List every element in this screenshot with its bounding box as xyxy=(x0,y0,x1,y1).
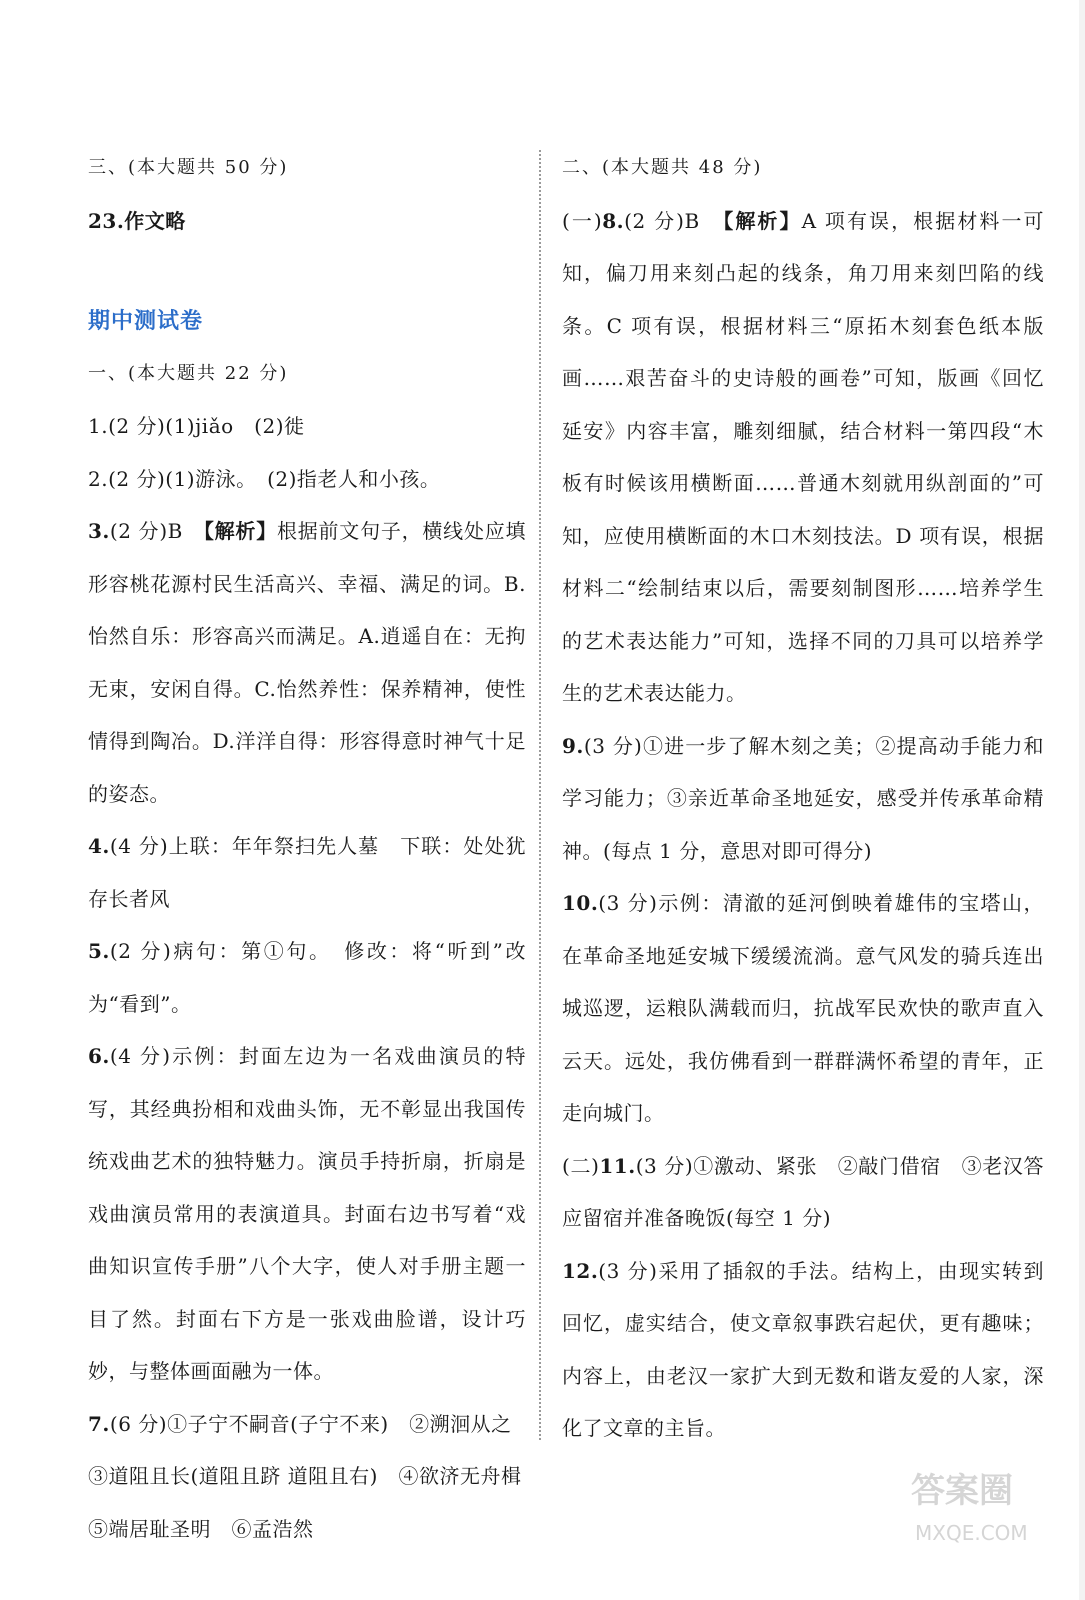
q5-number: 5. xyxy=(88,939,110,963)
watermark-logo xyxy=(907,1462,1057,1552)
answer-11 xyxy=(562,1140,1044,1245)
section-3-heading: 三、(本大题共 50 分) xyxy=(88,157,289,178)
q8-analysis-tag: 【解析】 xyxy=(723,208,802,233)
answer-8 xyxy=(562,195,1044,720)
section-1-heading: 一、(本大题共 22 分) xyxy=(88,362,289,384)
q8-analysis: A 项有误，根据材料一可知，偏刀用来刻凸起的线条，角刀用来刻凹陷的线条。C 项有误，根据材料三“原拓木刻套色纸本版画……艰苦奋斗的史诗般的画卷”可知，版画《回忆延安》内容丰富，雕刻细腻，结合材料一第四段“木板有时候该用横断面……普通木刻就用纵剖面的”可知，应使用横断面的木口木刻技法。D 项有误，根据材料二“绘制结束以后，需要刻制图形……培养学生的艺术表达能力”可知，选择不同的刀具可以培养学生的艺术表达能力。 xyxy=(562,208,1045,705)
q6-number: 6. xyxy=(88,1044,110,1068)
q4-text: (4 分)上联：年年祭扫先人墓 下联：处处犹存长者风 xyxy=(88,834,526,911)
answer-10 xyxy=(562,877,1044,1140)
answer-3 xyxy=(88,505,526,820)
answer-7-line-3: ⑤端居耻圣明 ⑥孟浩然 xyxy=(88,1516,314,1541)
q8-number: 8. xyxy=(602,208,625,233)
q3-analysis: 根据前文句子，横线处应填形容桃花源村民生活高兴、幸福、满足的词。B.怡然自乐：形容高兴而满足。A.逍遥自在：无拘无束，安闲自得。C.怡然养性：保养精神，使性情得到陶冶。D.洋洋自得：形容得意时神气十足的姿态。 xyxy=(88,519,527,806)
part-1-label: (一) xyxy=(562,208,603,233)
section-2-heading: 二、(本大题共 48 分) xyxy=(562,157,763,178)
answer-1: 1.(2 分)(1)jiǎo (2)徙 xyxy=(88,414,305,438)
q10-text: (3 分)示例：清澈的延河倒映着雄伟的宝塔山，在革命圣地延安城下缓缓流淌。意气风发的骑兵连出城巡逻，运粮队满载而归，抗战军民欢快的歌声直入云天。远处，我仿佛看到一群群满怀希望的青年，正走向城门。 xyxy=(562,891,1044,1125)
part-2-label: (二) xyxy=(562,1153,600,1178)
page-edge xyxy=(1079,0,1085,1600)
q4-number: 4. xyxy=(88,834,110,858)
q11-number: 11. xyxy=(599,1153,636,1178)
answer-4 xyxy=(88,820,526,925)
q10-number: 10. xyxy=(562,891,599,915)
column-divider xyxy=(539,150,541,1440)
answer-23 xyxy=(88,195,526,248)
q3-choice: (2 分)B xyxy=(109,519,204,543)
q11-text: (3 分)①激动、紧张 ②敲门借宿 ③老汉答应留宿并准备晚饭(每空 1 分) xyxy=(562,1153,1045,1230)
answer-2: 2.(2 分)(1)游泳。 (2)指老人和小孩。 xyxy=(88,466,441,491)
answer-12 xyxy=(562,1245,1044,1455)
q5-text: (2 分)病句：第①句。 修改：将“听到”改为“看到”。 xyxy=(88,939,526,1016)
answer-9 xyxy=(562,720,1044,878)
q12-number: 12. xyxy=(562,1258,599,1283)
q6-text: (4 分)示例：封面左边为一名戏曲演员的特写，其经典扮相和戏曲头饰，无不彰显出我国传统戏曲艺术的独特魅力。演员手持折扇，折扇是戏曲演员常用的表演道具。封面右边书写着“戏曲知识宣传手册”八个大字，使人对手册主题一目了然。封面右下方是一张戏曲脸谱，设计巧妙，与整体画面融为一体。 xyxy=(88,1044,526,1383)
watermark-url: MXQE.COM xyxy=(915,1521,1028,1545)
q8-choice: (2 分)B xyxy=(624,208,724,233)
answer-7 xyxy=(88,1398,526,1451)
q23-text: 23.作文略 xyxy=(88,208,186,233)
answer-7-line-2: ③道阻且长(道阻且跻 道阻且右) ④欲济无舟楫 xyxy=(88,1464,522,1488)
q7-line-1: (6 分)①子宁不嗣音(子宁不来) ②溯洄从之 xyxy=(109,1411,512,1436)
q9-text: (3 分)①进一步了解木刻之美；②提高动手能力和学习能力；③亲近革命圣地延安，感受并传承革命精神。(每点 1 分，意思对即可得分) xyxy=(562,733,1044,863)
watermark-text: 答案圈 xyxy=(911,1471,1013,1511)
answer-6 xyxy=(88,1030,526,1398)
q3-number: 3. xyxy=(88,519,110,543)
right-column xyxy=(562,142,1044,1455)
q12-text: (3 分)采用了插叙的手法。结构上，由现实转到回忆，虚实结合，使文章叙事跌宕起伏，更有趣味；内容上，由老汉一家扩大到无数和谐友爱的人家，深化了文章的主旨。 xyxy=(562,1258,1044,1440)
q7-number: 7. xyxy=(88,1411,110,1436)
exam-title: 期中测试卷 xyxy=(88,308,204,334)
q3-analysis-tag: 【解析】 xyxy=(203,519,277,543)
q9-number: 9. xyxy=(562,733,584,758)
answer-5 xyxy=(88,925,526,1030)
left-column xyxy=(88,142,526,1555)
